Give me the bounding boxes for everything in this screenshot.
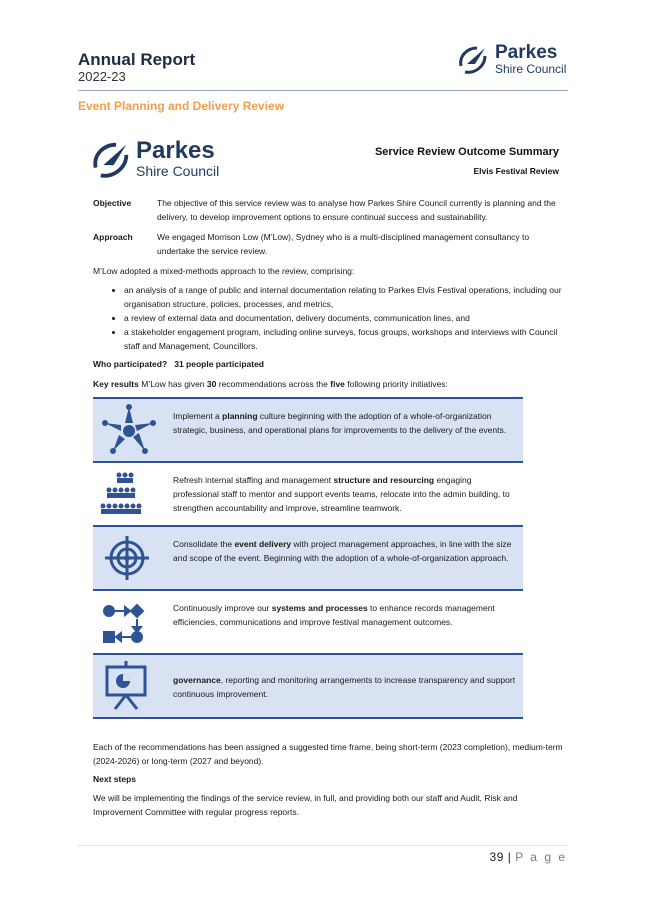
- initiative-systems: [93, 589, 523, 653]
- next-steps-label: Next steps: [93, 774, 136, 784]
- presentation-board-icon: [93, 655, 165, 717]
- initiative-text-pre: Implement a: [173, 411, 223, 421]
- page-footer: [490, 850, 567, 864]
- initiative-planning: [93, 397, 523, 461]
- initiative-text-bold: planning: [222, 411, 258, 421]
- initiative-text: [173, 601, 518, 629]
- approach-text: We engaged Morrison Low (M’Low), Sydney who is a multi-disciplined management consultancy to undertake the service review.: [157, 232, 530, 256]
- header-logo-sub: Shire Council: [495, 62, 567, 76]
- header-logo: [455, 40, 575, 80]
- page-word: P a g e: [515, 850, 567, 864]
- report-title: Annual Report: [78, 50, 196, 69]
- initiative-text-post: , reporting and monitoring arrangements to increase transparency and support continuous improvement.: [173, 675, 516, 699]
- initiative-text-pre: Refresh internal staffing and management: [173, 475, 334, 485]
- key-count: 30: [206, 379, 217, 389]
- initiative-text-bold: systems and processes: [271, 603, 368, 613]
- summary-subtitle: Elvis Festival Review: [473, 166, 559, 176]
- key-five: five: [330, 379, 345, 389]
- initiative-text-bold: governance: [173, 675, 221, 685]
- list-item: • a stakeholder engagement program, including online surveys, focus groups, workshops and interviews with Council staff and Management, Councillors.: [124, 325, 574, 353]
- initiative-governance: [93, 653, 523, 719]
- initiative-text-post: with project management approaches, in line with the size and scope of the event. Beginning with the adoption of a whole-of-organization approach.: [173, 539, 512, 563]
- key-results-line: [93, 377, 563, 391]
- initiative-text-pre: Consolidate the: [173, 539, 235, 549]
- next-steps-text: We will be implementing the findings of the service review, in full, and providing both our staff and Audit, Risk and Improvement Committee with regular progress reports.: [93, 793, 518, 817]
- initiative-delivery: [93, 525, 523, 589]
- initiative-text-bold: structure and resourcing: [333, 475, 435, 485]
- key-text-b: recommendations across the: [218, 379, 328, 389]
- header-divider: [78, 90, 568, 91]
- initiative-text-post: culture beginning with the adoption of a whole-of-organization strategic, business, and operational plans for improvements to the delivery of the events.: [173, 411, 507, 435]
- process-flow-icon: [93, 591, 165, 653]
- target-icon: [93, 527, 165, 589]
- methods-list: [110, 283, 574, 353]
- initiative-text-post: engaging professional staff to mentor and support events teams, relocate into the admin building, to strengthen accountability and improve, streamline teamwork.: [173, 475, 510, 513]
- initiative-text-post: to enhance records management efficiencies, communications and improve festival management outcomes.: [173, 603, 495, 627]
- initiative-text: [173, 673, 518, 701]
- list-item: • a review of external data and documentation, delivery documents, communication lines, and: [124, 311, 574, 325]
- summary-title: Service Review Outcome Summary: [374, 146, 559, 158]
- objective-text: The objective of this service review was to analyse how Parkes Shire Council currently is planning and the delivery, to develop improvement options to ensure continual success and sustainability.: [157, 198, 556, 222]
- initiative-text: [173, 473, 518, 515]
- summary-logo: [88, 135, 248, 185]
- summary-logo-name: Parkes: [136, 137, 215, 164]
- objective-label: Objective: [93, 198, 132, 208]
- people-hierarchy-icon: [93, 463, 165, 525]
- page-separator: |: [507, 850, 512, 864]
- key-text-a: M’Low has given: [141, 379, 205, 389]
- participated-label: Who participated?: [93, 359, 168, 369]
- participation-line: [93, 357, 563, 371]
- initiative-text: [173, 537, 518, 565]
- initiative-text-pre: Continuously improve our: [173, 603, 272, 613]
- key-text-c: following priority initiatives:: [347, 379, 448, 389]
- page-number: 39: [489, 850, 504, 864]
- header-logo-name: Parkes: [495, 42, 558, 63]
- council-logo-icon: [88, 137, 134, 183]
- list-item: • an analysis of a range of public and internal documentation relating to Parkes Elvis Festival operations, including our organisation structure, policies, processes, and metrics,: [124, 283, 574, 311]
- participated-value: 31 people participated: [174, 359, 264, 369]
- section-title: Event Planning and Delivery Review: [78, 99, 285, 113]
- summary-logo-sub: Shire Council: [136, 163, 220, 179]
- key-results-label: Key results: [93, 379, 139, 389]
- approach-label: Approach: [93, 232, 133, 242]
- initiative-structure: [93, 461, 523, 525]
- methods-intro: M’Low adopted a mixed-methods approach to the review, comprising:: [93, 266, 355, 276]
- report-year: 2022-23: [78, 69, 126, 84]
- initiative-text-bold: event delivery: [234, 539, 292, 549]
- timeframes-text: Each of the recommendations has been assigned a suggested time frame, being short-term (2023 completion), medium-term (2024-2026) or long-term (2027 and beyond).: [93, 742, 563, 766]
- initiative-text: [173, 409, 518, 437]
- footer-divider: [78, 845, 568, 846]
- teamwork-hands-icon: [93, 399, 165, 461]
- council-logo-icon: [455, 42, 491, 78]
